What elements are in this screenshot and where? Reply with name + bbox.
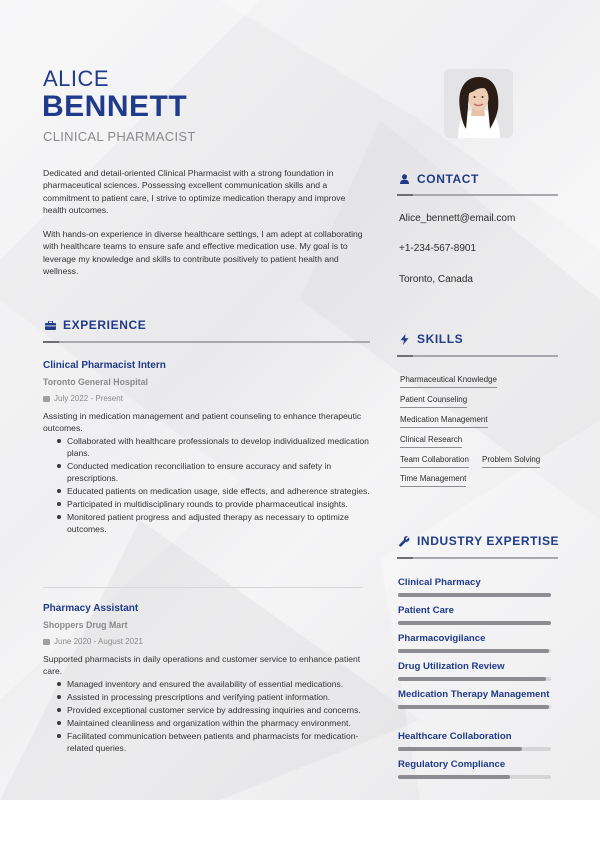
skills-heading-label: SKILLS <box>417 332 464 346</box>
job-dates <box>43 637 371 646</box>
briefcase-icon <box>43 321 57 330</box>
expertise-label: Pharmacovigilance <box>398 633 486 644</box>
expertise-label: Medication Therapy Management <box>398 689 550 700</box>
expertise-bar <box>398 775 551 779</box>
experience-rule <box>43 341 370 343</box>
last-name: BENNETT <box>42 90 188 123</box>
job-bullet: Facilitated communication between patients and pharmacists for medication-related queries. <box>43 730 371 754</box>
job-company: Toronto General Hospital <box>43 377 148 387</box>
job-description: Assisting in medication management and patient counseling to enhance therapeutic outcomes. <box>43 411 362 433</box>
expertise-heading-label: INDUSTRY EXPERTISE <box>417 534 560 548</box>
job-bullet: Maintained cleanliness and organization within the pharmacy environment. <box>43 717 371 729</box>
job-bullets <box>43 678 371 754</box>
job-dates-label: June 2020 - August 2021 <box>54 637 143 646</box>
skill-tag: Medication Management <box>400 415 488 428</box>
expertise-bar <box>398 649 551 653</box>
skills-heading <box>397 332 463 346</box>
experience-heading <box>43 318 146 332</box>
expertise-bar-fill <box>398 747 522 751</box>
expertise-bar-fill <box>398 649 549 653</box>
expertise-item <box>398 688 558 709</box>
job-bullets <box>43 435 371 535</box>
summary-paragraph: Dedicated and detail-oriented Clinical Pharmacist with a strong foundation in pharmaceutical sciences. Possessing excellent communication skills and a commitment to patient care, I strive to optimize medication therapy and improve health outcomes. <box>43 168 346 215</box>
expertise-item <box>398 576 558 597</box>
expertise-label: Healthcare Collaboration <box>398 731 512 742</box>
expertise-bar <box>398 705 551 709</box>
contact-location: Toronto, Canada <box>399 274 473 285</box>
skill-tag: Clinical Research <box>400 435 462 448</box>
experience-heading-label: EXPERIENCE <box>63 318 147 332</box>
experience-divider <box>43 587 363 588</box>
job-bullet: Assisted in processing prescriptions and verifying patient information. <box>43 691 371 703</box>
calendar-icon <box>43 396 50 402</box>
expertise-item <box>398 758 558 779</box>
job-company: Shoppers Drug Mart <box>43 620 128 630</box>
expertise-bar <box>398 677 551 681</box>
expertise-label: Drug Utilization Review <box>398 661 505 672</box>
skills-rule <box>397 355 558 357</box>
first-name: ALICE <box>43 66 110 91</box>
contact-phone[interactable]: +1-234-567-8901 <box>399 243 477 254</box>
expertise-bar-fill <box>398 775 510 779</box>
job-bullet: Monitored patient progress and adjusted therapy as necessary to optimize outcomes. <box>43 511 371 535</box>
expertise-bar-fill <box>398 593 551 597</box>
skill-tag: Pharmaceutical Knowledge <box>400 375 497 388</box>
contact-rule <box>397 194 558 196</box>
experience-entry <box>43 603 371 755</box>
expertise-label: Patient Care <box>398 605 454 616</box>
job-role: Pharmacy Assistant <box>43 603 139 614</box>
contact-email[interactable]: Alice_bennett@email.com <box>399 213 516 224</box>
job-dates <box>43 394 371 403</box>
expertise-bar <box>398 593 551 597</box>
job-bullet: Educated patients on medication usage, side effects, and adherence strategies. <box>43 485 371 497</box>
skill-tag: Patient Counseling <box>400 395 467 408</box>
contact-heading-label: CONTACT <box>417 172 479 186</box>
expertise-bar-fill <box>398 677 546 681</box>
expertise-bar <box>398 747 551 751</box>
job-bullet: Collaborated with healthcare professionals to develop individualized medication plans. <box>43 435 371 459</box>
expertise-bar-fill <box>398 621 551 625</box>
job-bullet: Provided exceptional customer service by addressing inquiries and concerns. <box>43 704 371 716</box>
calendar-icon <box>43 639 50 645</box>
expertise-item <box>398 660 558 681</box>
expertise-label: Regulatory Compliance <box>398 759 506 770</box>
lightning-icon <box>397 334 411 345</box>
professional-summary <box>43 167 368 277</box>
contact-heading <box>397 172 479 186</box>
skill-tag: Problem Solving <box>482 455 540 468</box>
expertise-item <box>398 632 558 653</box>
job-bullet: Managed inventory and ensured the availability of essential medications. <box>43 678 371 690</box>
profile-photo <box>444 69 513 138</box>
summary-paragraph: With hands-on experience in diverse healthcare settings, I am adept at collaborating with healthcare teams to ensure safe and effective medication use. My goal is to leverage my knowledge and skills to contribute positively to patient health and wellness. <box>43 229 363 277</box>
person-icon <box>397 174 411 184</box>
expertise-label: Clinical Pharmacy <box>398 577 481 588</box>
expertise-bar <box>398 621 551 625</box>
expertise-bar-fill <box>398 705 549 709</box>
job-dates-label: July 2022 - Present <box>54 394 123 403</box>
skill-tag: Team Collaboration <box>400 455 469 468</box>
job-bullet: Conducted medication reconciliation to ensure accuracy and safety in prescriptions. <box>43 460 371 484</box>
experience-entry <box>43 360 371 536</box>
job-description: Supported pharmacists in daily operations and customer service to enhance patient care. <box>43 654 361 676</box>
job-title: CLINICAL PHARMACIST <box>43 129 196 144</box>
skill-tag: Time Management <box>400 474 466 487</box>
expertise-rule <box>397 557 558 559</box>
expertise-item <box>398 730 558 751</box>
expertise-heading <box>397 534 559 548</box>
portrait-image <box>444 69 513 138</box>
wrench-icon <box>397 536 411 547</box>
job-bullet: Participated in multidisciplinary rounds to provide pharmaceutical insights. <box>43 498 371 510</box>
expertise-item <box>398 604 558 625</box>
job-role: Clinical Pharmacist Intern <box>43 360 166 371</box>
